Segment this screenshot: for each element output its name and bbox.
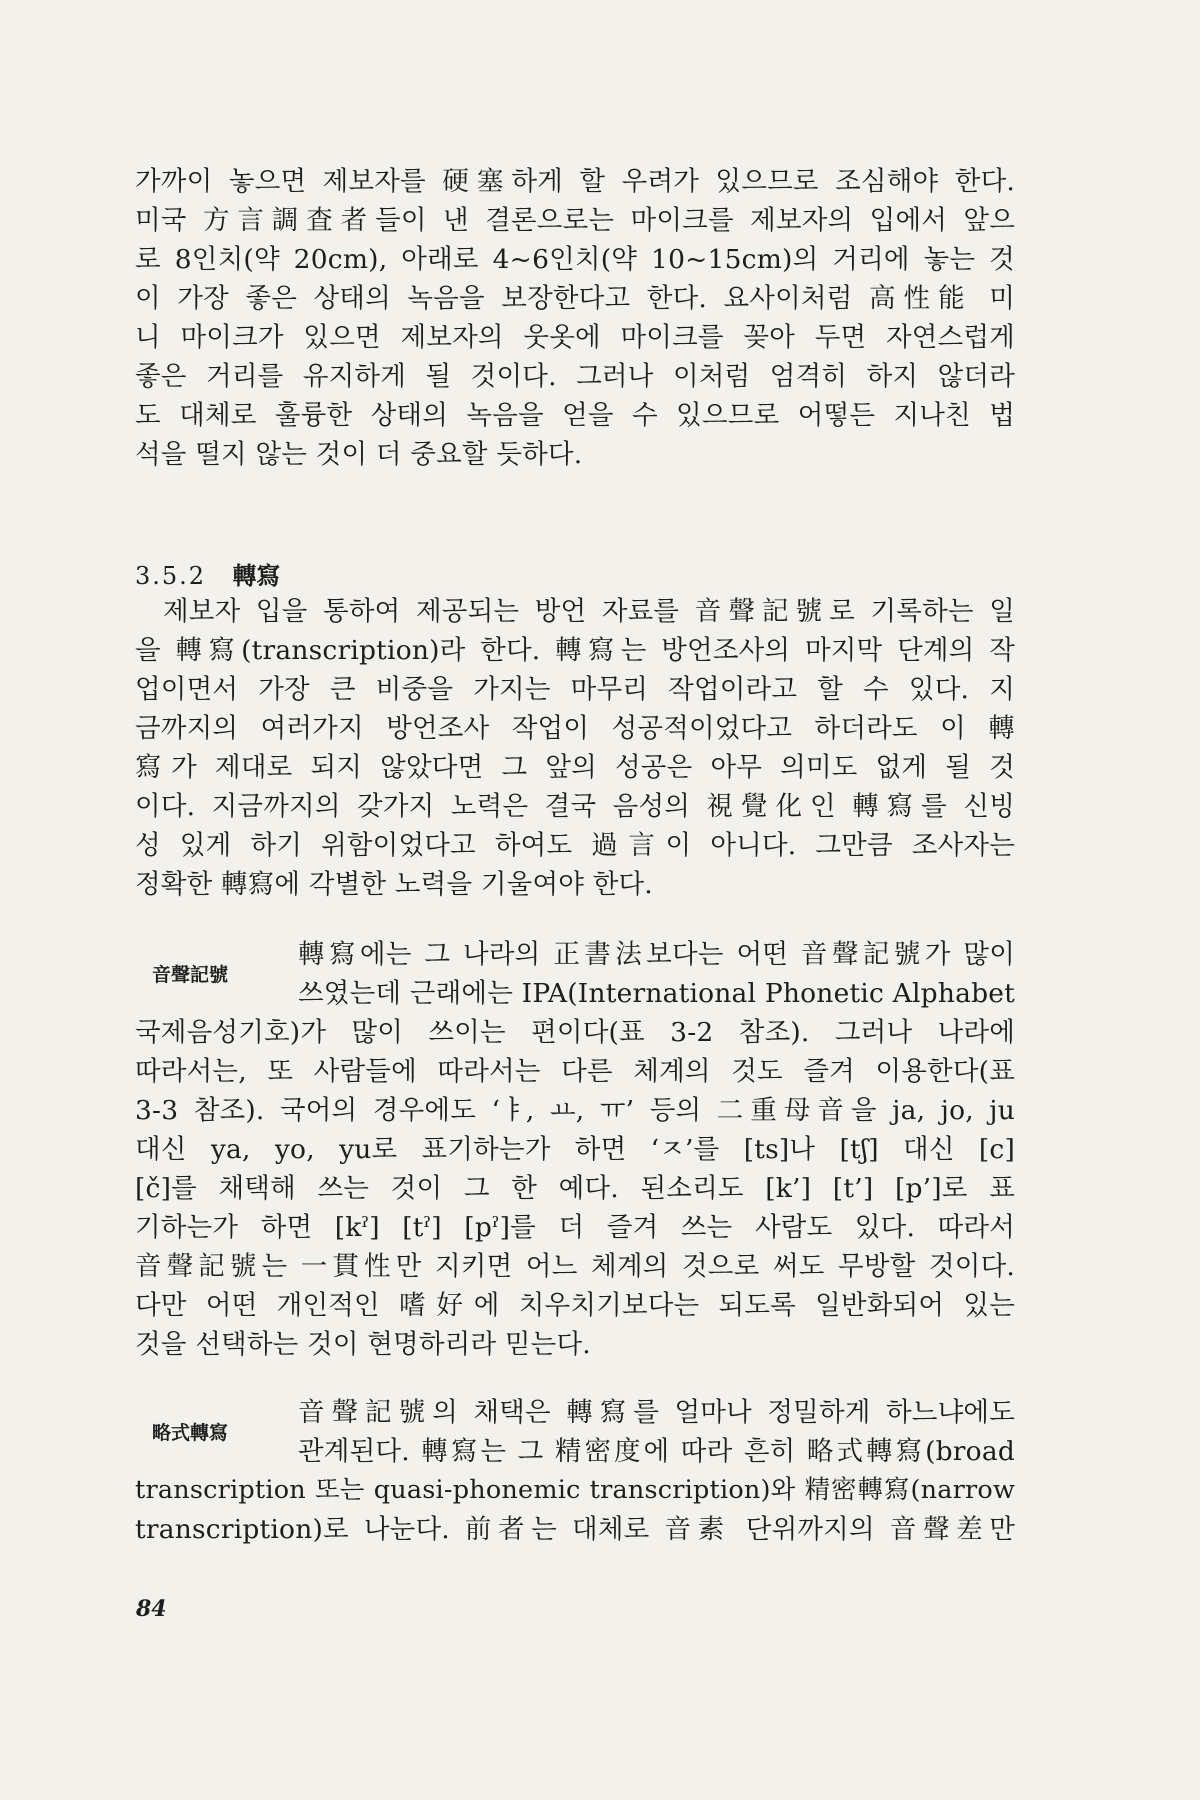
text-line: 다만 어떤 개인적인 嗜好에 치우치기보다는 되도록 일반화되어 있는 <box>135 1290 1015 1321</box>
text-line: 로 8인치(약 20cm), 아래로 4~6인치(약 10~15cm)의 거리에 놓는 것 <box>135 244 1015 275</box>
text-line: transcription 또는 quasi-phonemic transcription)와 精密轉寫(narrow <box>135 1475 1015 1505</box>
page-number: 84 <box>136 1596 167 1622</box>
text-line: 이다. 지금까지의 갖가지 노력은 결국 음성의 視覺化인 轉寫를 신빙 <box>135 791 1015 822</box>
text-line: 音聲記號는 一貫性만 지키면 어느 체계의 것으로 써도 무방할 것이다. <box>135 1251 1015 1282</box>
text-line: 도 대체로 훌륭한 상태의 녹음을 얻을 수 있으므로 어떻든 지나친 법 <box>135 400 1015 431</box>
text-line: 성 있게 하기 위함이었다고 하여도 過言이 아니다. 그만큼 조사자는 <box>135 830 1015 861</box>
section-heading <box>135 556 280 591</box>
text-line: 따라서는, 또 사람들에 따라서는 다른 체계의 것도 즐겨 이용한다(표 <box>135 1056 1015 1087</box>
text-line: 금까지의 여러가지 방언조사 작업이 성공적이었다고 하더라도 이 轉 <box>135 713 1015 744</box>
text-line: 것을 선택하는 것이 현명하리라 믿는다. <box>135 1329 591 1360</box>
text-line: 이 가장 좋은 상태의 녹음을 보장한다고 한다. 요사이처럼 高性能 미 <box>135 283 1015 314</box>
paragraph-broad-lead <box>298 1393 1015 1471</box>
text-line: [č]를 채택해 쓰는 것이 그 한 예다. 된소리도 [k’] [t’] [p’]로 표 <box>135 1173 1015 1204</box>
text-line: 업이면서 가장 큰 비중을 가지는 마무리 작업이라고 할 수 있다. 지 <box>135 674 1015 705</box>
text-line: 기하는가 하면 [kˀ] [tˀ] [pˀ]를 더 즐겨 쓰는 사람도 있다. 따라서 <box>135 1212 1015 1243</box>
text-line: 寫가 제대로 되지 않았다면 그 앞의 성공은 아무 의미도 없게 될 것 <box>135 752 1015 783</box>
paragraph-phonetic-lead <box>298 935 1015 1013</box>
paragraph-continuation <box>135 162 1015 474</box>
section-number: 3.5.2 <box>135 562 207 590</box>
text-line: 정확한 轉寫에 각별한 노력을 기울여야 한다. <box>135 869 653 900</box>
text-line: 관계된다. 轉寫는 그 精密度에 따라 흔히 略式轉寫(broad <box>298 1436 1015 1467</box>
paragraph-broad-transcription <box>135 1471 1015 1549</box>
margin-label-broad-transcription: 略式轉寫 <box>152 1422 229 1444</box>
text-line: 좋은 거리를 유지하게 될 것이다. 그러나 이처럼 엄격히 하지 않더라 <box>135 361 1015 392</box>
text-line: 미국 方言調査者들이 낸 결론으로는 마이크를 제보자의 입에서 앞으 <box>135 205 1015 236</box>
text-line: 국제음성기호)가 많이 쓰이는 편이다(표 3-2 참조). 그러나 나라에 <box>135 1017 1015 1048</box>
section-title: 轉寫 <box>232 561 281 590</box>
text-line: 제보자 입을 통하여 제공되는 방언 자료를 音聲記號로 기록하는 일 <box>163 596 1015 627</box>
text-line: 을 轉寫(transcription)라 한다. 轉寫는 방언조사의 마지막 단계의 작 <box>135 635 1015 666</box>
text-line: 쓰였는데 근래에는 IPA(International Phonetic Alphabet <box>298 978 1015 1009</box>
paragraph-phonetic-symbols <box>135 1013 1015 1364</box>
text-line: 轉寫에는 그 나라의 正書法보다는 어떤 音聲記號가 많이 <box>298 939 1015 970</box>
margin-label-phonetic-symbols: 音聲記號 <box>152 964 229 986</box>
text-line: 가까이 놓으면 제보자를 硬塞하게 할 우려가 있으므로 조심해야 한다. <box>135 166 1015 197</box>
paragraph-transcription <box>135 592 1015 904</box>
text-line: 석을 떨지 않는 것이 더 중요할 듯하다. <box>135 439 583 470</box>
text-line: transcription)로 나눈다. 前者는 대체로 音素 단위까지의 音聲差만 <box>135 1514 1015 1545</box>
text-line: 니 마이크가 있으면 제보자의 웃옷에 마이크를 꽂아 두면 자연스럽게 <box>135 322 1015 353</box>
text-line: 3-3 참조). 국어의 경우에도 ‘ㅑ, ㅛ, ㅠ’ 등의 二重母音을 ja, jo, ju <box>135 1095 1015 1126</box>
text-line: 音聲記號의 채택은 轉寫를 얼마나 정밀하게 하느냐에도 <box>298 1397 1015 1428</box>
text-line: 대신 ya, yo, yu로 표기하는가 하면 ‘ㅈ’를 [ts]나 [tʃ] 대신 [c] <box>135 1134 1015 1165</box>
